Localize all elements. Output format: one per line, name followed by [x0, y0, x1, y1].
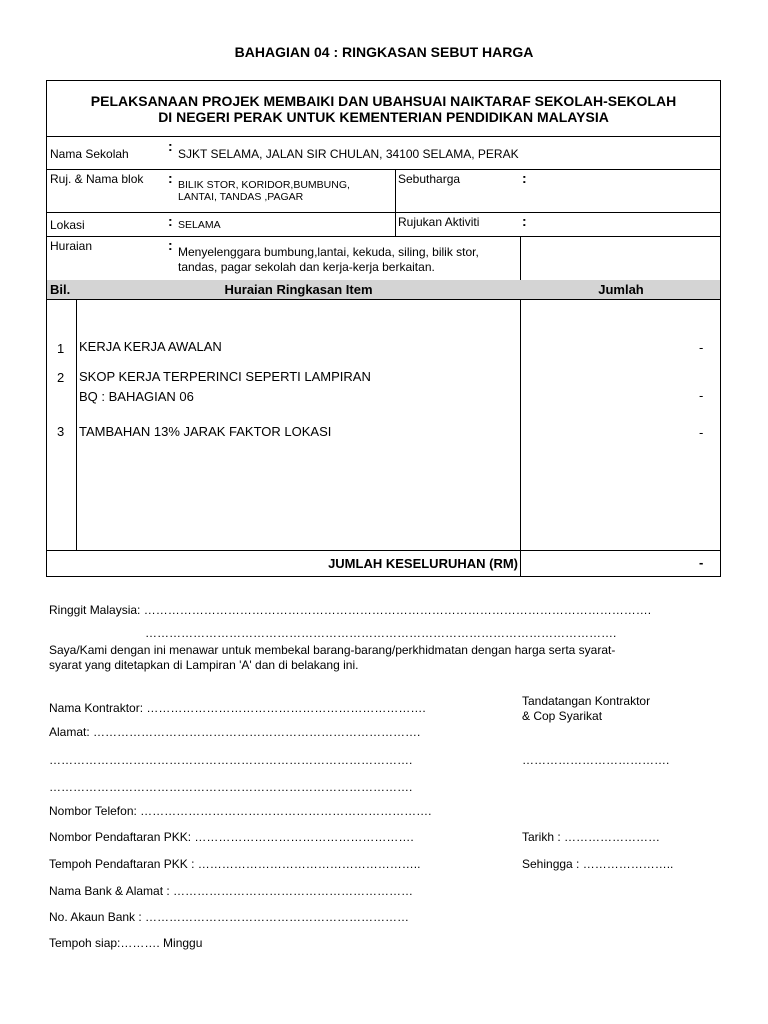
item-amount: -: [699, 425, 704, 440]
project-title-line2: DI NEGERI PERAK UNTUK KEMENTERIAN PENDIDIKAN MALAYSIA: [158, 109, 609, 125]
total-label: JUMLAH KESELURUHAN (RM): [328, 556, 518, 571]
nama-sekolah-label: Nama Sekolah: [50, 147, 129, 161]
divider: [76, 280, 77, 550]
ruj-nama-blok-value-line1: BILIK STOR, KORIDOR,BUMBUNG,: [178, 179, 350, 191]
sehingga-field: Sehingga : …………………..: [522, 857, 674, 871]
declaration-line1: Saya/Kami dengan ini menawar untuk membekal barang-barang/perkhidmatan dengan harga serta syarat-: [49, 643, 616, 657]
column-header-bil: Bil.: [50, 282, 71, 297]
item-amount: -: [699, 340, 704, 355]
alamat-line2: ……………………………………………………………………………….: [49, 753, 413, 767]
divider: [47, 550, 720, 551]
colon: :: [168, 138, 173, 154]
huraian-value-line2: tandas, pagar sekolah dan kerja-kerja berkaitan.: [178, 260, 435, 274]
tarikh-field: Tarikh : ……………………: [522, 830, 661, 844]
item-amount: -: [699, 388, 704, 403]
ringgit-malaysia-field: Ringgit Malaysia: ……………………………………………………………………………………………………………….: [49, 603, 652, 617]
divider: [47, 136, 720, 137]
colon: :: [168, 170, 173, 186]
divider: [47, 299, 720, 300]
nama-kontraktor-field: Nama Kontraktor: …………………………………………………………….: [49, 701, 426, 715]
column-header-huraian: Huraian Ringkasan Item: [224, 282, 373, 297]
ruj-nama-blok-label: Ruj. & Nama blok: [50, 172, 144, 186]
alamat-line3: ……………………………………………………………………………….: [49, 780, 413, 794]
no-akaun-field: No. Akaun Bank : …………………………………………………………: [49, 910, 410, 924]
total-value: -: [699, 555, 704, 570]
item-description: TAMBAHAN 13% JARAK FAKTOR LOKASI: [79, 424, 332, 439]
signature-line: ……………………………….: [522, 753, 670, 767]
project-title-line1: PELAKSANAAN PROJEK MEMBAIKI DAN UBAHSUAI NAIKTARAF SEKOLAH-SEKOLAH: [90, 93, 677, 109]
divider: [47, 169, 720, 170]
declaration-line2: syarat yang ditetapkan di Lampiran 'A' dan di belakang ini.: [49, 658, 359, 672]
divider: [47, 212, 720, 213]
divider: [520, 280, 521, 577]
alamat-field: Alamat: ……………………………………………………………………….: [49, 725, 421, 739]
item-description-line2: BQ : BAHAGIAN 06: [79, 389, 194, 404]
rujukan-aktiviti-label: Rujukan Aktiviti: [398, 215, 480, 229]
project-title: [47, 93, 720, 125]
colon: :: [522, 170, 527, 186]
item-description: KERJA KERJA AWALAN: [79, 339, 222, 354]
column-header-jumlah: Jumlah: [598, 282, 644, 297]
divider: [47, 236, 720, 237]
ringgit-malaysia-line2: ……………………………………………………………………………………………………….: [145, 626, 617, 640]
tempoh-pkk-field: Tempoh Pendaftaran PKK : ………………………………………………..: [49, 857, 421, 871]
item-bil: 2: [57, 370, 65, 385]
colon: :: [168, 213, 173, 229]
item-description: SKOP KERJA TERPERINCI SEPERTI LAMPIRAN: [79, 369, 371, 384]
huraian-label: Huraian: [50, 239, 93, 253]
divider: [395, 169, 396, 236]
nombor-pkk-field: Nombor Pendaftaran PKK: ……………………………………………….: [49, 830, 414, 844]
tempoh-siap-field: Tempoh siap:………. Minggu: [49, 936, 203, 950]
quotation-summary-form: [46, 80, 721, 577]
sebutharga-label: Sebutharga: [398, 172, 461, 186]
huraian-value-line1: Menyelenggara bumbung,lantai, kekuda, siling, bilik stor,: [178, 245, 479, 259]
item-bil: 3: [57, 424, 65, 439]
lokasi-label: Lokasi: [50, 218, 85, 232]
colon: :: [168, 237, 173, 253]
colon: :: [522, 213, 527, 229]
nombor-telefon-field: Nombor Telefon: ……………………………………………………………….: [49, 804, 432, 818]
tandatangan-label-line1: Tandatangan Kontraktor: [522, 694, 651, 708]
lokasi-value: SELAMA: [178, 219, 221, 231]
document-title: BAHAGIAN 04 : RINGKASAN SEBUT HARGA: [234, 44, 534, 60]
nama-bank-field: Nama Bank & Alamat : ……………………………………………………: [49, 884, 414, 898]
tandatangan-label-line2: & Cop Syarikat: [522, 709, 603, 723]
nama-sekolah-value: SJKT SELAMA, JALAN SIR CHULAN, 34100 SELAMA, PERAK: [178, 147, 519, 161]
divider: [520, 236, 521, 280]
item-bil: 1: [57, 341, 65, 356]
ruj-nama-blok-value-line2: LANTAI, TANDAS ,PAGAR: [178, 191, 304, 203]
